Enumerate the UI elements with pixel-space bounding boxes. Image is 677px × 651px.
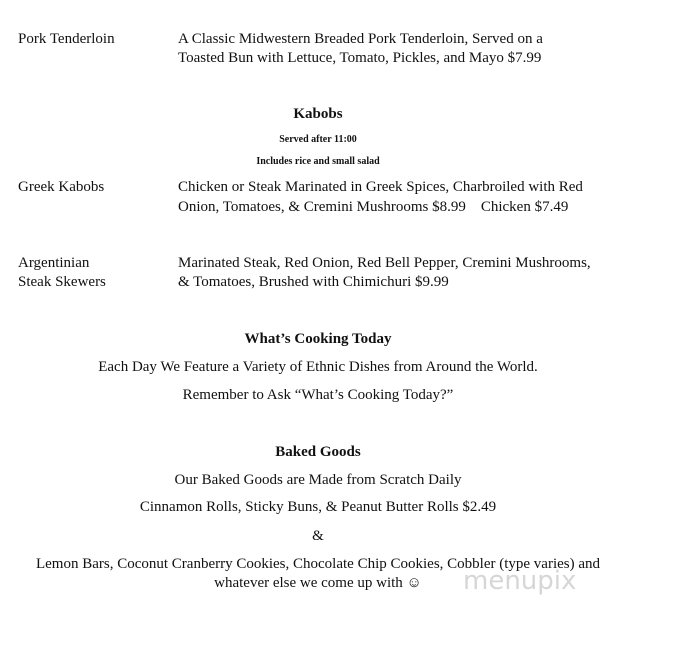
section-title-baked-goods: Baked Goods (275, 444, 361, 460)
item-name-argentinian: Argentinian (18, 255, 90, 271)
item-name-pork-tenderloin: Pork Tenderloin (18, 31, 115, 47)
item-desc-line: Toasted Bun with Lettuce, Tomato, Pickles, and Mayo $7.99 (178, 50, 542, 66)
item-name-greek-kabobs: Greek Kabobs (18, 179, 105, 195)
item-desc-line: Chicken or Steak Marinated in Greek Spices, Charbroiled with Red (178, 179, 583, 195)
section-title-whats-cooking: What’s Cooking Today (244, 331, 392, 347)
item-name-steak-skewers: Steak Skewers (18, 274, 106, 290)
baked-ampersand: & (312, 528, 324, 544)
item-desc-line: Marinated Steak, Red Onion, Red Bell Pepper, Cremini Mushrooms, (178, 255, 591, 271)
watermark-logo: menupix (463, 566, 577, 596)
baked-line: Our Baked Goods are Made from Scratch Daily (174, 472, 462, 488)
kabobs-note-includes: Includes rice and small salad (256, 156, 380, 167)
item-desc-line: A Classic Midwestern Breaded Pork Tenderloin, Served on a (178, 31, 543, 47)
section-title-kabobs: Kabobs (293, 106, 343, 122)
cooking-line: Remember to Ask “What’s Cooking Today?” (182, 387, 454, 403)
baked-line: Cinnamon Rolls, Sticky Buns, & Peanut Butter Rolls $2.49 (139, 499, 497, 515)
baked-line: Lemon Bars, Coconut Cranberry Cookies, Chocolate Chip Cookies, Cobbler (type varies) and (35, 556, 601, 572)
baked-line: whatever else we come up with ☺ (214, 575, 422, 591)
kabobs-note-served: Served after 11:00 (279, 134, 357, 145)
cooking-line: Each Day We Feature a Variety of Ethnic Dishes from Around the World. (98, 359, 538, 375)
item-desc-line: & Tomatoes, Brushed with Chimichuri $9.99 (178, 274, 449, 290)
item-desc-line: Onion, Tomatoes, & Cremini Mushrooms $8.99 Chicken $7.49 (178, 199, 569, 215)
